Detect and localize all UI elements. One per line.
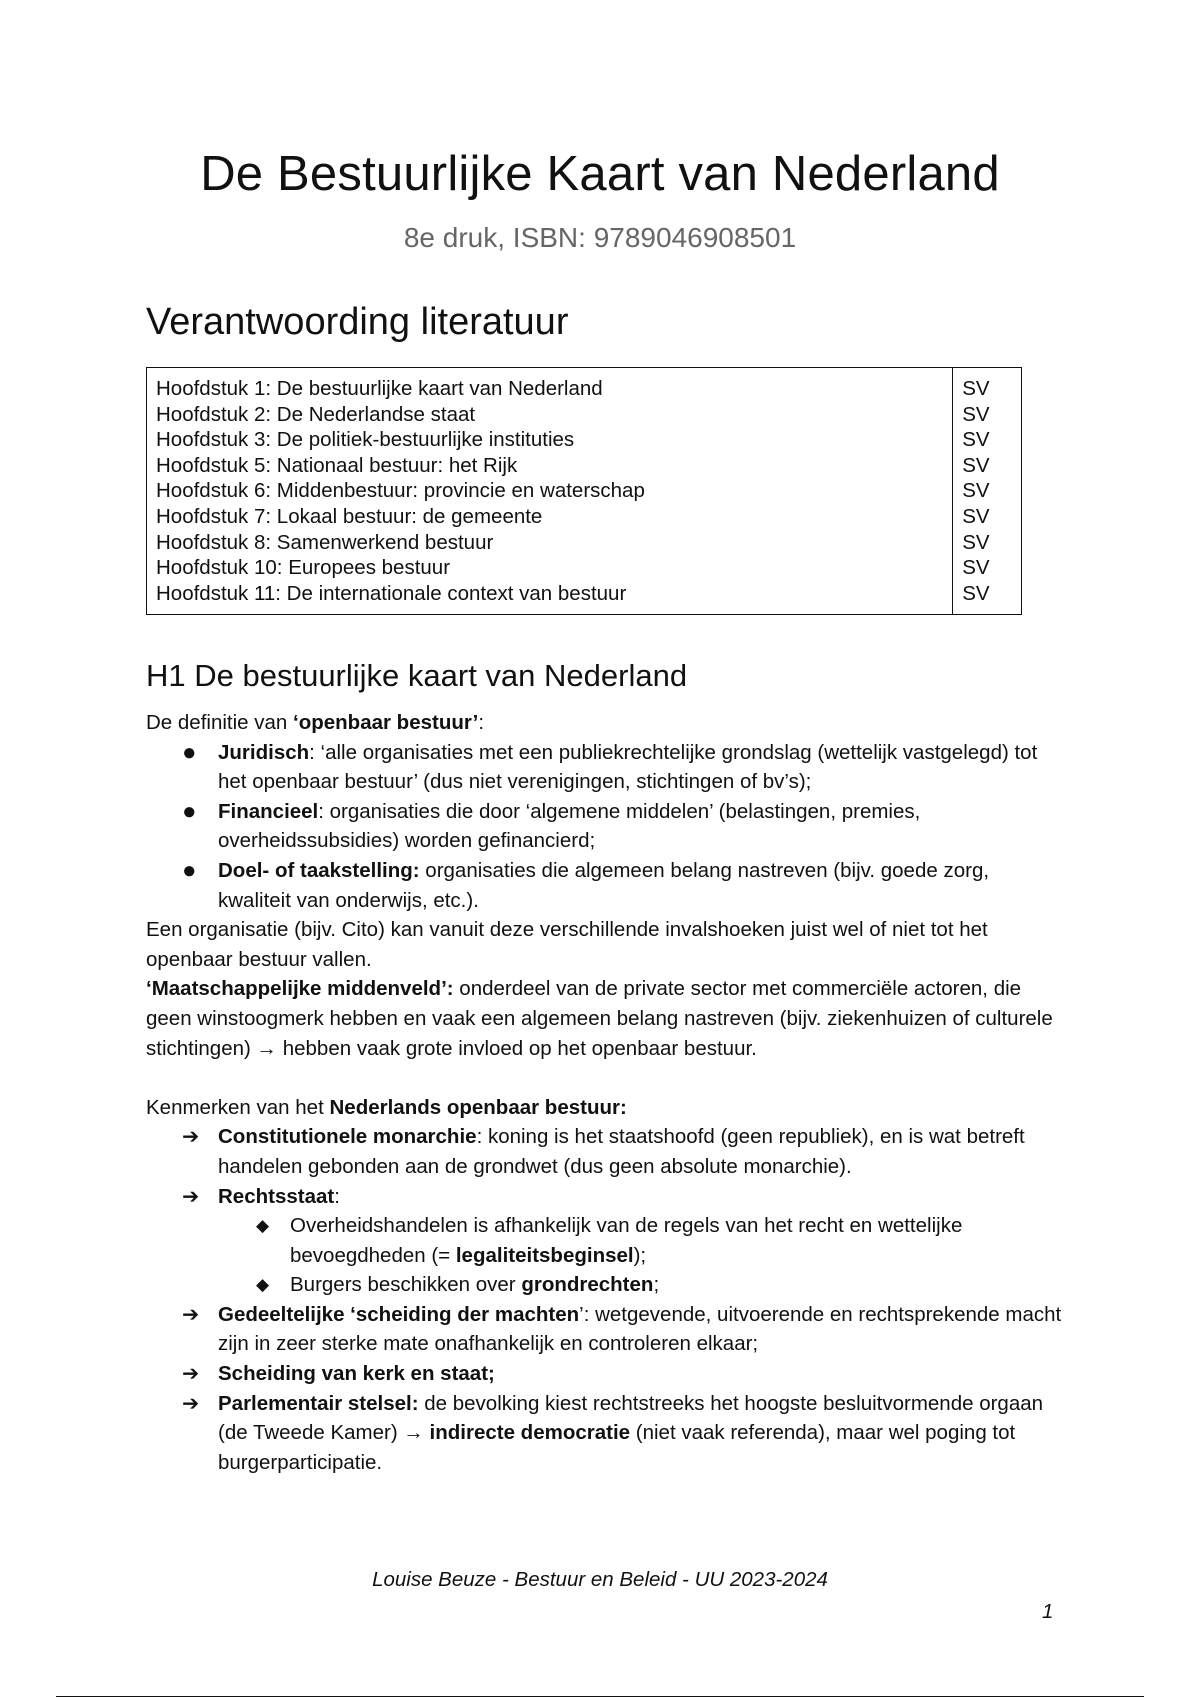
definition-intro <box>146 708 1066 738</box>
cito-paragraph: Een organisatie (bijv. Cito) kan vanuit deze verschillende invalshoeken juist wel of niet tot het openbaar bestuur vallen. <box>146 918 988 971</box>
chapter-row: Hoofdstuk 10: Europees bestuur <box>156 556 451 580</box>
bullet-icon: ● <box>182 797 197 825</box>
list-item <box>146 1389 1066 1478</box>
definition-list <box>146 738 1066 916</box>
list-item <box>146 1182 1066 1212</box>
arrow-icon: ➔ <box>182 1362 200 1386</box>
sub-list-item <box>146 1270 1066 1300</box>
chapter-code: SV <box>962 556 990 580</box>
term: Scheiding van kerk en staat; <box>218 1362 495 1386</box>
term: Constitutionele monarchie <box>218 1125 477 1149</box>
chapter-row: Hoofdstuk 8: Samenwerkend bestuur <box>156 530 494 554</box>
kenmerken-list <box>146 1122 1066 1477</box>
chapter-code: SV <box>962 479 990 503</box>
arrow-icon: ➔ <box>182 1125 200 1149</box>
term: indirecte democratie <box>429 1421 631 1445</box>
section-heading-h1: H1 De bestuurlijke kaart van Nederland <box>146 658 688 693</box>
spacer <box>146 1063 1066 1093</box>
text: de bevolking kiest rechtstreeks het hoogste besluitvormende orgaan (de Tweede Kamer) → <box>218 1391 1044 1445</box>
page-number: 1 <box>1042 1600 1054 1623</box>
chapter-code: SV <box>962 453 990 477</box>
list-item <box>146 1122 1066 1181</box>
text: : ‘alle organisaties met een publiekrechtelijke grondslag (wettelijk vastgelegd) tot het openbaar bestuur’ (dus niet verenigingen, stichtingen of bv’s); <box>218 740 1038 794</box>
section-body <box>146 708 1066 1477</box>
text: De definitie van <box>146 711 294 734</box>
text: : <box>334 1184 340 1208</box>
bullet-icon: ● <box>182 738 197 766</box>
chapter-row: Hoofdstuk 11: De internationale context van bestuur <box>156 581 627 605</box>
arrow-icon: ➔ <box>182 1302 200 1326</box>
chapter-row: Hoofdstuk 3: De politiek-bestuurlijke instituties <box>156 428 575 452</box>
middenveld-paragraph <box>146 974 1066 1063</box>
text: (niet vaak referenda), maar wel poging tot burgerparticipatie. <box>218 1421 1016 1474</box>
literature-heading: Verantwoording literatuur <box>146 301 569 343</box>
chapter-row: Hoofdstuk 1: De bestuurlijke kaart van Nederland <box>156 377 603 400</box>
diamond-icon: ◆ <box>256 1275 270 1295</box>
chapter-row: Hoofdstuk 5: Nationaal bestuur: het Rijk <box>156 453 518 477</box>
term: Financieel <box>218 799 319 823</box>
list-item <box>146 738 1066 797</box>
page-footer: Louise Beuze - Bestuur en Beleid - UU 2023-2024 <box>372 1568 828 1591</box>
term: Rechtsstaat <box>218 1184 335 1208</box>
diamond-icon: ◆ <box>256 1216 270 1236</box>
term: ‘openbaar bestuur’ <box>293 711 479 734</box>
chapter-row: Hoofdstuk 2: De Nederlandse staat <box>156 402 476 426</box>
document-title: De Bestuurlijke Kaart van Nederland <box>200 147 1000 201</box>
list-item <box>146 797 1066 856</box>
term: Gedeeltelijke ‘scheiding der machten <box>218 1302 580 1326</box>
text: ); <box>633 1243 647 1267</box>
text: ; <box>653 1273 660 1297</box>
arrow-icon: ➔ <box>182 1391 200 1415</box>
page-bottom-divider <box>56 1696 1144 1697</box>
chapter-code: SV <box>962 581 990 605</box>
chapter-code: SV <box>962 402 990 426</box>
chapter-code: SV <box>962 504 990 528</box>
text: : <box>478 711 485 734</box>
text: Burgers beschikken over <box>290 1273 522 1297</box>
list-item <box>146 1300 1066 1359</box>
text: Overheidshandelen is afhankelijk van de regels van het recht en wettelijke bevoegdheden (= <box>290 1214 963 1267</box>
term: Juridisch <box>218 740 310 764</box>
chapter-code: SV <box>962 377 990 400</box>
literature-table <box>146 367 1022 615</box>
text: onderdeel van de private sector met commerciële actoren, die geen winstoogmerk hebben en vaak een algemeen belang nastreven (bijv. ziekenhuizen of culturele stichtingen) → hebben vaak grote invloed op het openbaar bestuur. <box>146 977 1053 1060</box>
text: : organisaties die door ‘algemene middelen’ (belastingen, premies, overheidssubsidies) worden gefinancierd; <box>218 799 921 853</box>
term: legaliteitsbeginsel <box>455 1243 634 1267</box>
text: Kenmerken van het <box>146 1095 330 1119</box>
term: Nederlands openbaar bestuur: <box>329 1095 627 1119</box>
arrow-icon: ➔ <box>182 1184 200 1208</box>
text: : koning is het staatshoofd (geen republiek), en is wat betreft handelen gebonden aan de grondwet (dus geen absolute monarchie). <box>218 1125 1025 1178</box>
term: ‘Maatschappelijke middenveld’: <box>146 977 454 1001</box>
text: organisaties die algemeen belang nastreven (bijv. goede zorg, kwaliteit van onderwijs, etc.). <box>218 858 990 912</box>
list-item <box>146 856 1066 915</box>
document-subtitle: 8e druk, ISBN: 9789046908501 <box>403 222 797 253</box>
kenmerken-intro <box>146 1093 1066 1123</box>
chapter-row: Hoofdstuk 6: Middenbestuur: provincie en waterschap <box>156 479 645 503</box>
bullet-icon: ● <box>182 856 197 884</box>
chapter-code: SV <box>962 530 990 554</box>
sub-list-item <box>146 1211 1066 1270</box>
chapters-column <box>147 368 953 615</box>
chapter-code: SV <box>962 428 990 452</box>
codes-column <box>953 368 1022 615</box>
term: Parlementair stelsel: <box>218 1391 419 1415</box>
term: Doel- of taakstelling: <box>218 858 420 882</box>
chapter-row: Hoofdstuk 7: Lokaal bestuur: de gemeente <box>156 504 543 528</box>
list-item <box>146 1359 1066 1389</box>
term: grondrechten <box>521 1273 654 1297</box>
text: ’: wetgevende, uitvoerende en rechtsprekende macht zijn in zeer sterke mate onafhankelijk en controleren elkaar; <box>218 1302 1062 1356</box>
